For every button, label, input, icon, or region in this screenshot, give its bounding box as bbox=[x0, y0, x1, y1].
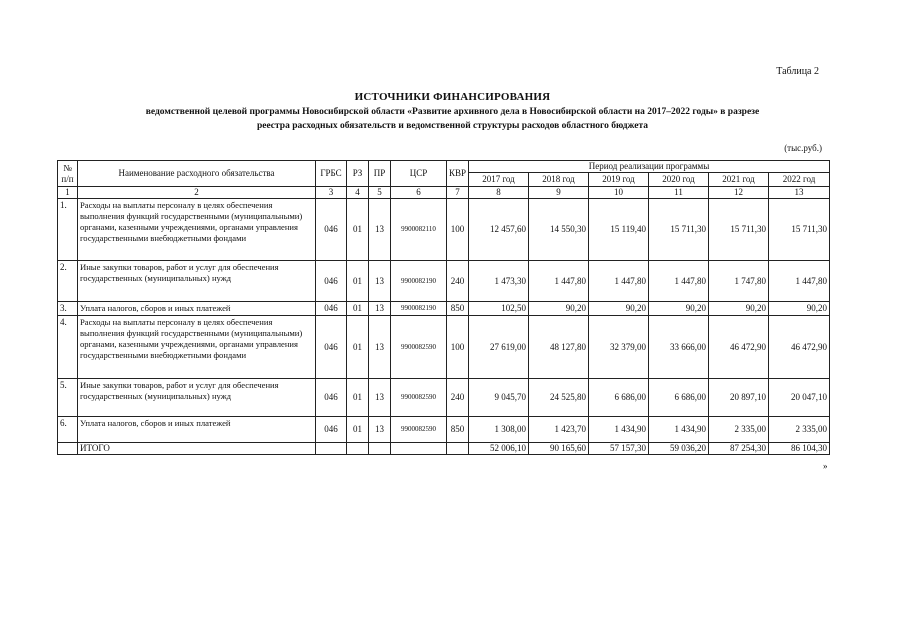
row-number: 5. bbox=[58, 379, 78, 417]
financing-table bbox=[57, 160, 830, 455]
header-year: 2021 год bbox=[709, 173, 769, 187]
column-number: 9 bbox=[529, 187, 589, 199]
year-amount: 90,20 bbox=[589, 302, 649, 316]
subtitle-line-2: реестра расходных обязательств и ведомственной структуры расходов областного бюджета bbox=[256, 121, 649, 131]
kvr-code: 850 bbox=[447, 302, 469, 316]
row-number: 3. bbox=[58, 302, 78, 316]
total-amount: 86 104,30 bbox=[769, 443, 830, 455]
year-amount: 1 434,90 bbox=[589, 417, 649, 443]
rz-code: 01 bbox=[347, 379, 369, 417]
pr-code: 13 bbox=[369, 417, 391, 443]
total-amount: 52 006,10 bbox=[469, 443, 529, 455]
year-amount: 12 457,60 bbox=[469, 199, 529, 261]
header-grbs: ГРБС bbox=[316, 161, 347, 187]
pr-code: 13 bbox=[369, 302, 391, 316]
empty-cell bbox=[316, 443, 347, 455]
kvr-code: 100 bbox=[447, 316, 469, 379]
rz-code: 01 bbox=[347, 316, 369, 379]
total-label: ИТОГО bbox=[78, 443, 316, 455]
units-label: (тыс.руб.) bbox=[784, 143, 822, 153]
table-row bbox=[58, 316, 830, 379]
year-amount: 1 447,80 bbox=[769, 261, 830, 302]
header-rz: РЗ bbox=[347, 161, 369, 187]
empty-cell bbox=[58, 443, 78, 455]
total-amount: 59 036,20 bbox=[649, 443, 709, 455]
year-amount: 90,20 bbox=[649, 302, 709, 316]
header-pr: ПР bbox=[369, 161, 391, 187]
column-number: 13 bbox=[769, 187, 830, 199]
column-number: 7 bbox=[447, 187, 469, 199]
column-number: 12 bbox=[709, 187, 769, 199]
table-row bbox=[58, 199, 830, 261]
column-number: 4 bbox=[347, 187, 369, 199]
year-amount: 1 747,80 bbox=[709, 261, 769, 302]
year-amount: 2 335,00 bbox=[709, 417, 769, 443]
year-amount: 24 525,80 bbox=[529, 379, 589, 417]
rz-code: 01 bbox=[347, 302, 369, 316]
year-amount: 48 127,80 bbox=[529, 316, 589, 379]
pr-code: 13 bbox=[369, 316, 391, 379]
obligation-name: Иные закупки товаров, работ и услуг для обеспечения государственных (муниципальных) нужд bbox=[78, 379, 316, 417]
header-name: Наименование расходного обязательства bbox=[78, 161, 316, 187]
total-amount: 57 157,30 bbox=[589, 443, 649, 455]
year-amount: 102,50 bbox=[469, 302, 529, 316]
year-amount: 90,20 bbox=[529, 302, 589, 316]
csr-code: 9900082110 bbox=[391, 199, 447, 261]
year-amount: 2 335,00 bbox=[769, 417, 830, 443]
column-number: 6 bbox=[391, 187, 447, 199]
column-number: 2 bbox=[78, 187, 316, 199]
year-amount: 15 711,30 bbox=[709, 199, 769, 261]
pr-code: 13 bbox=[369, 379, 391, 417]
year-amount: 90,20 bbox=[709, 302, 769, 316]
csr-code: 9900082590 bbox=[391, 316, 447, 379]
kvr-code: 850 bbox=[447, 417, 469, 443]
year-amount: 14 550,30 bbox=[529, 199, 589, 261]
year-amount: 32 379,00 bbox=[589, 316, 649, 379]
total-row bbox=[58, 443, 830, 455]
header-year: 2018 год bbox=[529, 173, 589, 187]
header-year: 2019 год bbox=[589, 173, 649, 187]
rz-code: 01 bbox=[347, 417, 369, 443]
year-amount: 33 666,00 bbox=[649, 316, 709, 379]
table-row bbox=[58, 302, 830, 316]
empty-cell bbox=[447, 443, 469, 455]
csr-code: 9900082190 bbox=[391, 302, 447, 316]
table-row bbox=[58, 261, 830, 302]
grbs-code: 046 bbox=[316, 379, 347, 417]
pr-code: 13 bbox=[369, 199, 391, 261]
grbs-code: 046 bbox=[316, 417, 347, 443]
year-amount: 1 308,00 bbox=[469, 417, 529, 443]
year-amount: 46 472,90 bbox=[769, 316, 830, 379]
year-amount: 1 473,30 bbox=[469, 261, 529, 302]
csr-code: 9900082190 bbox=[391, 261, 447, 302]
year-amount: 15 119,40 bbox=[589, 199, 649, 261]
grbs-code: 046 bbox=[316, 302, 347, 316]
column-number: 8 bbox=[469, 187, 529, 199]
kvr-code: 240 bbox=[447, 261, 469, 302]
grbs-code: 046 bbox=[316, 316, 347, 379]
table-row bbox=[58, 379, 830, 417]
year-amount: 20 897,10 bbox=[709, 379, 769, 417]
kvr-code: 240 bbox=[447, 379, 469, 417]
column-number: 3 bbox=[316, 187, 347, 199]
empty-cell bbox=[391, 443, 447, 455]
empty-cell bbox=[369, 443, 391, 455]
year-amount: 1 423,70 bbox=[529, 417, 589, 443]
obligation-name: Уплата налогов, сборов и иных платежей bbox=[78, 302, 316, 316]
document-title: ИСТОЧНИКИ ФИНАНСИРОВАНИЯ bbox=[354, 91, 551, 103]
year-amount: 15 711,30 bbox=[649, 199, 709, 261]
obligation-name: Иные закупки товаров, работ и услуг для обеспечения государственных (муниципальных) нужд bbox=[78, 261, 316, 302]
year-amount: 6 686,00 bbox=[589, 379, 649, 417]
kvr-code: 100 bbox=[447, 199, 469, 261]
year-amount: 9 045,70 bbox=[469, 379, 529, 417]
year-amount: 90,20 bbox=[769, 302, 830, 316]
csr-code: 9900082590 bbox=[391, 417, 447, 443]
total-amount: 90 165,60 bbox=[529, 443, 589, 455]
obligation-name: Расходы на выплаты персоналу в целях обеспечения выполнения функций государственными (муниципальными) органами, казенными учреждениями, органами управления государственными внебюджетными фондами bbox=[78, 199, 316, 261]
obligation-name: Расходы на выплаты персоналу в целях обеспечения выполнения функций государственными (муниципальными) органами, казенными учреждениями, органами управления государственными внебюджетными фондами bbox=[78, 316, 316, 379]
year-amount: 20 047,10 bbox=[769, 379, 830, 417]
column-number: 10 bbox=[589, 187, 649, 199]
pr-code: 13 bbox=[369, 261, 391, 302]
column-number: 11 bbox=[649, 187, 709, 199]
year-amount: 1 434,90 bbox=[649, 417, 709, 443]
closing-quote: » bbox=[823, 461, 828, 471]
row-number: 4. bbox=[58, 316, 78, 379]
column-number: 1 bbox=[58, 187, 78, 199]
row-number: 2. bbox=[58, 261, 78, 302]
year-amount: 1 447,80 bbox=[649, 261, 709, 302]
header-year: 2017 год bbox=[469, 173, 529, 187]
year-amount: 6 686,00 bbox=[649, 379, 709, 417]
header-year: 2020 год bbox=[649, 173, 709, 187]
obligation-name: Уплата налогов, сборов и иных платежей bbox=[78, 417, 316, 443]
row-number: 1. bbox=[58, 199, 78, 261]
table-label: Таблица 2 bbox=[776, 66, 819, 77]
year-amount: 15 711,30 bbox=[769, 199, 830, 261]
header-year: 2022 год bbox=[769, 173, 830, 187]
csr-code: 9900082590 bbox=[391, 379, 447, 417]
header-num: № п/п bbox=[58, 161, 78, 187]
header-period: Период реализации программы bbox=[469, 161, 830, 173]
empty-cell bbox=[347, 443, 369, 455]
table-row bbox=[58, 417, 830, 443]
rz-code: 01 bbox=[347, 199, 369, 261]
year-amount: 46 472,90 bbox=[709, 316, 769, 379]
grbs-code: 046 bbox=[316, 199, 347, 261]
year-amount: 27 619,00 bbox=[469, 316, 529, 379]
column-number: 5 bbox=[369, 187, 391, 199]
rz-code: 01 bbox=[347, 261, 369, 302]
year-amount: 1 447,80 bbox=[589, 261, 649, 302]
grbs-code: 046 bbox=[316, 261, 347, 302]
year-amount: 1 447,80 bbox=[529, 261, 589, 302]
header-kvr: КВР bbox=[447, 161, 469, 187]
total-amount: 87 254,30 bbox=[709, 443, 769, 455]
subtitle-line-1: ведомственной целевой программы Новосибирской области «Развитие архивного дела в Новосибирской области на 2017–2022 годы» в разрезе bbox=[145, 107, 760, 117]
header-csr: ЦСР bbox=[391, 161, 447, 187]
row-number: 6. bbox=[58, 417, 78, 443]
